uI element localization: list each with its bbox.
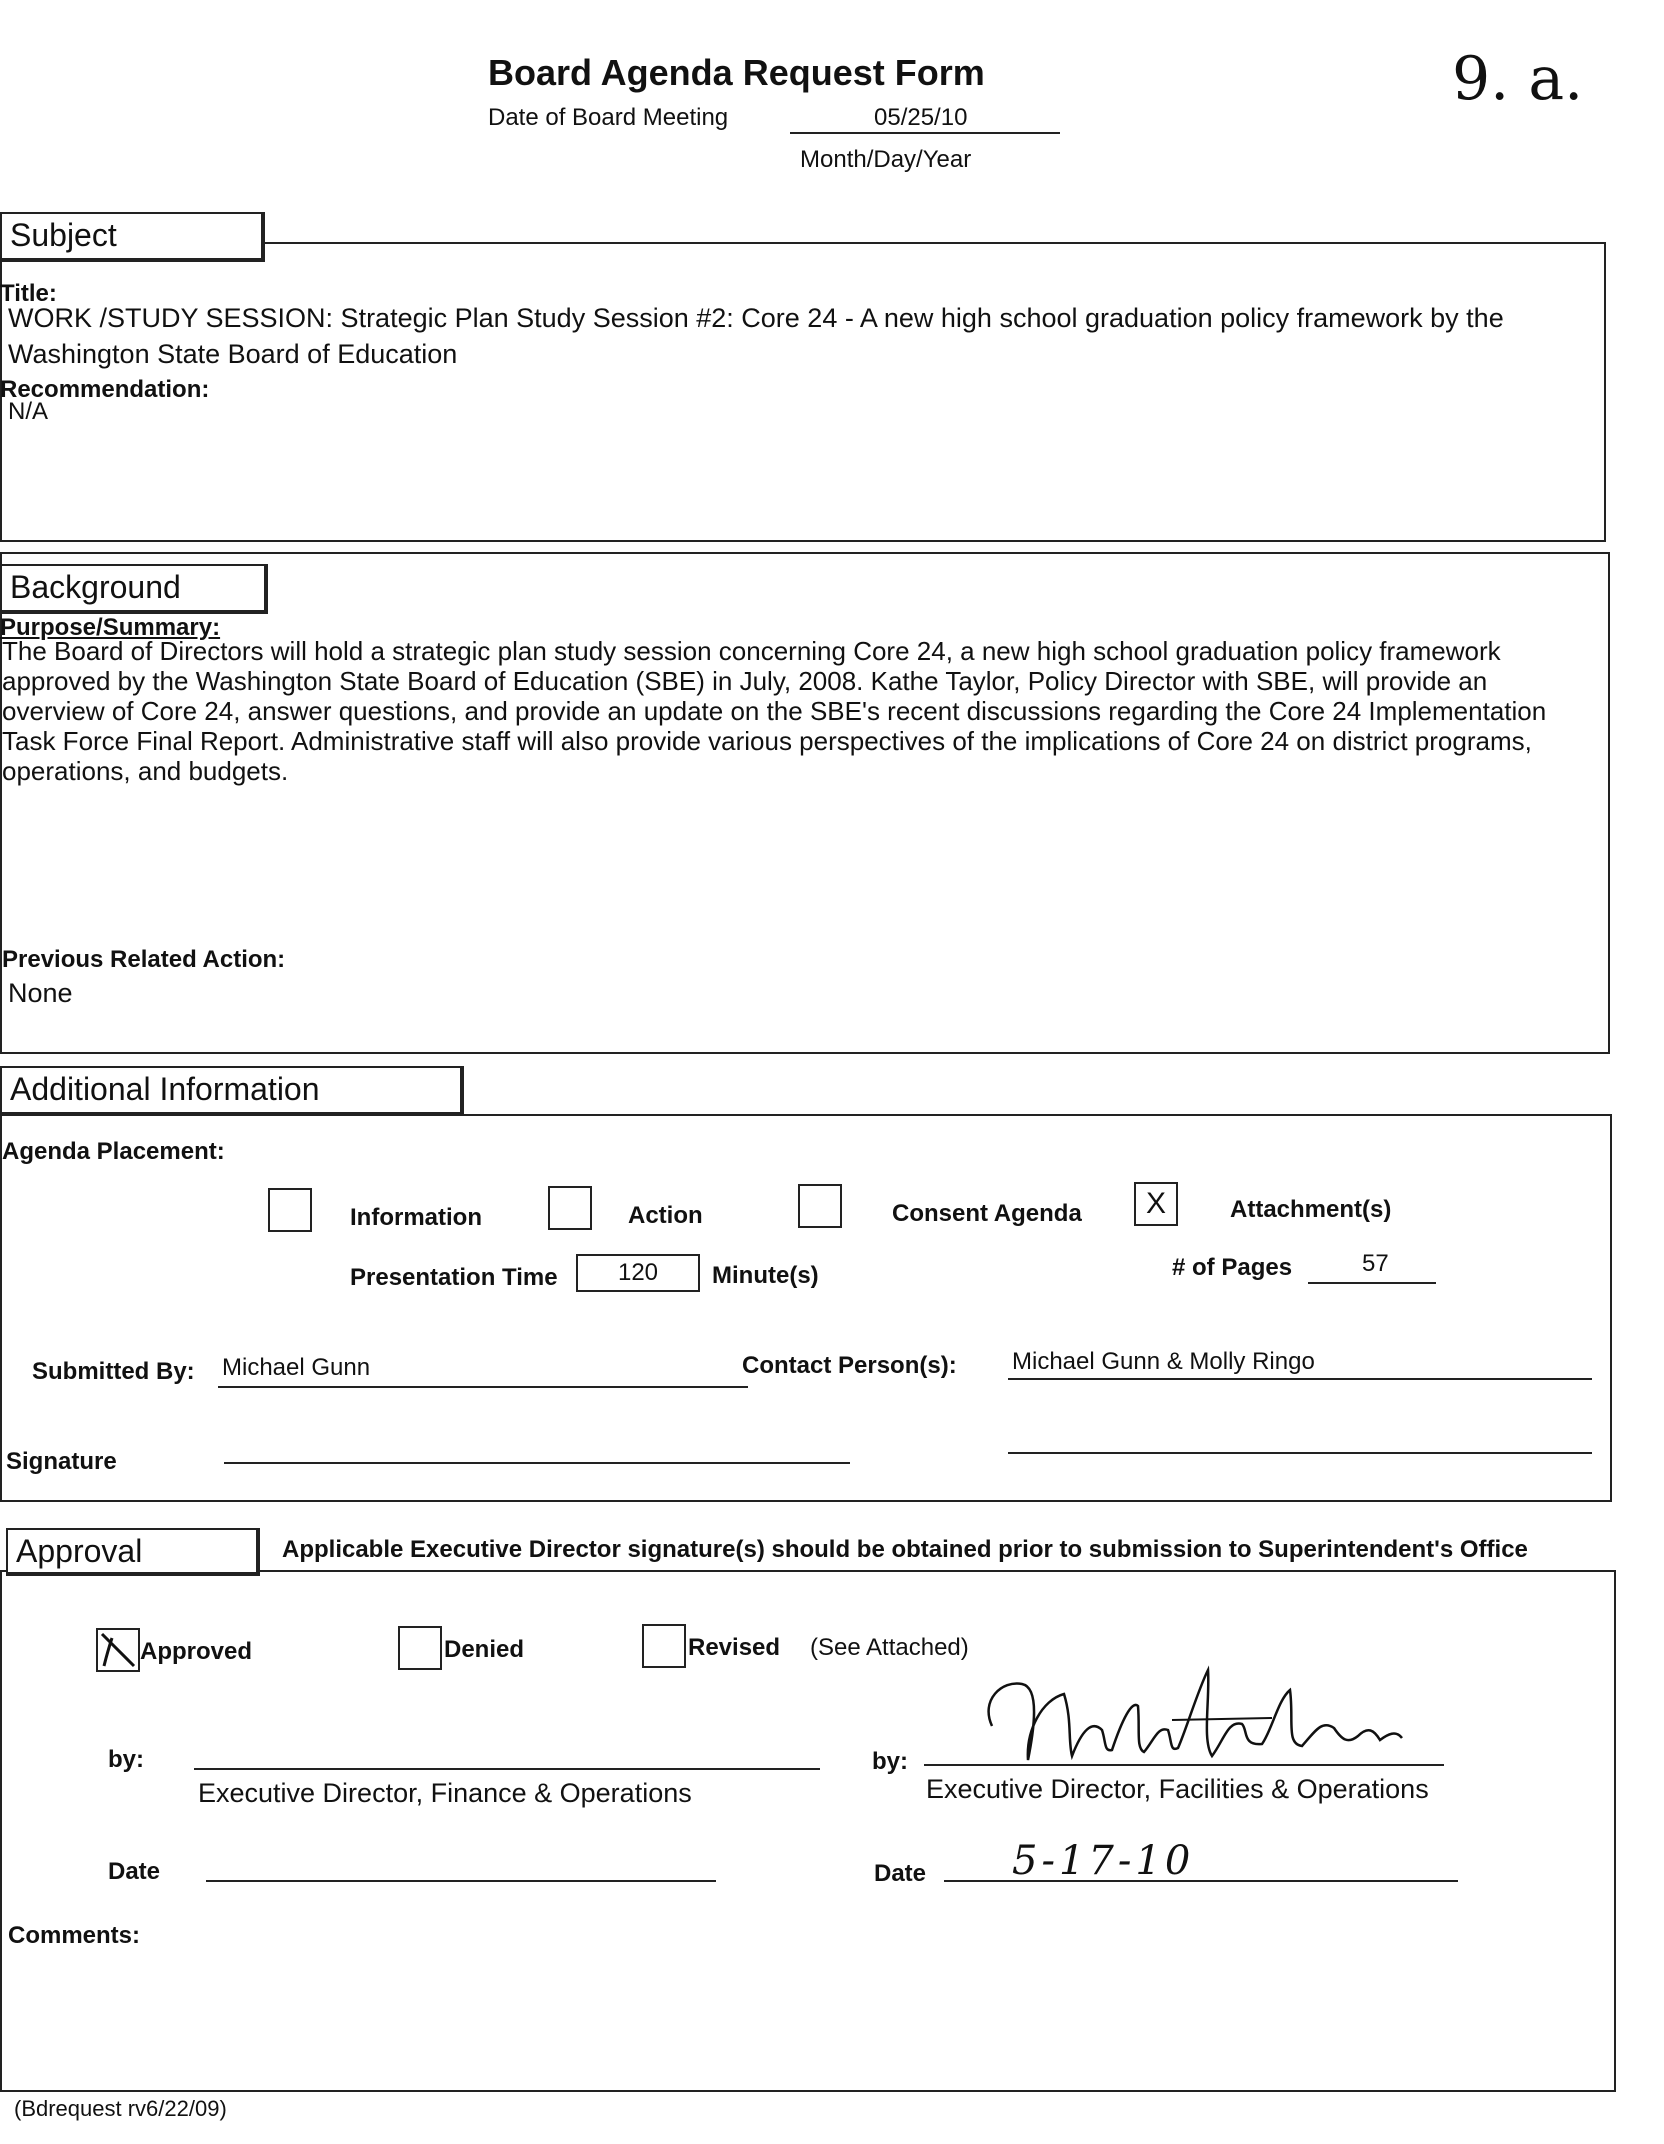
information-checkbox[interactable] [268, 1188, 312, 1232]
revised-label: Revised [688, 1634, 781, 1661]
right-by-label: by: [872, 1748, 908, 1775]
executive-director-signature [972, 1660, 1472, 1770]
attachments-checkbox[interactable]: X [1134, 1182, 1178, 1226]
form-title: Board Agenda Request Form [488, 52, 985, 93]
page-count-value: 57 [1362, 1250, 1389, 1277]
denied-label: Denied [444, 1636, 525, 1663]
presentation-time-value: 120 [617, 1259, 659, 1286]
see-attached-note: (See Attached) [810, 1634, 969, 1661]
background-tab: Background [0, 564, 268, 614]
meeting-date-value: 05/25/10 [874, 104, 968, 131]
purpose-label: Purpose/Summary: [0, 614, 221, 641]
page-count-underline [1308, 1282, 1436, 1284]
approval-tab: Approval [6, 1528, 260, 1576]
purpose-text: The Board of Directors will hold a strategic plan study session concerning Core 24, a new high school graduation policy framework approved by the Washington State Board of Education (SBE) in July, 2008. Kathe Taylor, Policy Director with SBE, will provide an overview of Core 24, answer questions, and provide an update on the SBE's recent discussions regarding the Core 24 Implementation Task Force Final Report. Administrative staff will also provide various perspectives of the implications of Core 24 on district programs, operations, and budgets. [2, 636, 1547, 786]
comments-label: Comments: [8, 1922, 141, 1949]
background-section [0, 552, 1610, 1054]
title-label: Title: [0, 280, 57, 307]
action-checkbox[interactable] [548, 1186, 592, 1230]
page-count-label: # of Pages [1172, 1254, 1293, 1281]
recommendation-text: N/A [8, 398, 49, 425]
title-text: WORK /STUDY SESSION: Strategic Plan Study Session #2: Core 24 - A new high school graduation policy framework by the Washington State Board of Education [8, 303, 1504, 369]
revised-checkbox[interactable] [642, 1624, 686, 1668]
signature-line-right [1008, 1452, 1592, 1454]
denied-checkbox[interactable] [398, 1626, 442, 1670]
signature-label: Signature [6, 1448, 117, 1475]
presentation-time-field[interactable] [576, 1254, 700, 1292]
contact-person-value: Michael Gunn & Molly Ringo [1012, 1348, 1315, 1375]
left-date-line [206, 1880, 716, 1882]
date-format-hint: Month/Day/Year [800, 146, 972, 173]
item-number: 9. a. [1452, 44, 1584, 114]
additional-info-tab: Additional Information [0, 1066, 464, 1116]
left-by-label: by: [108, 1746, 144, 1773]
right-date-line [944, 1880, 1458, 1882]
subject-tab: Subject [0, 212, 265, 262]
minutes-label: Minute(s) [712, 1262, 819, 1289]
right-date-value: 5-17-10 [1012, 1838, 1195, 1884]
contact-person-label: Contact Person(s): [742, 1352, 957, 1379]
left-signer-title: Executive Director, Finance & Operations [198, 1778, 692, 1808]
contact-person-underline [1008, 1378, 1592, 1380]
information-label: Information [350, 1204, 482, 1231]
right-signer-title: Executive Director, Facilities & Operations [926, 1774, 1429, 1804]
attachments-label: Attachment(s) [1230, 1196, 1392, 1223]
subject-section [0, 242, 1606, 542]
agenda-placement-label: Agenda Placement: [2, 1138, 225, 1165]
submitted-by-underline [218, 1386, 748, 1388]
submitted-by-label: Submitted By: [32, 1358, 195, 1385]
left-by-line [194, 1768, 820, 1770]
approved-label: Approved [140, 1638, 253, 1665]
signature-line-left [224, 1462, 850, 1464]
approval-note: Applicable Executive Director signature(s) should be obtained prior to submission to Superintendent's Office [282, 1536, 1528, 1563]
presentation-time-label: Presentation Time [350, 1264, 558, 1291]
approved-checkbox[interactable] [96, 1628, 140, 1672]
form-revision-code: (Bdrequest rv6/22/09) [14, 2096, 227, 2121]
previous-action-label: Previous Related Action: [2, 946, 286, 973]
previous-action-text: None [8, 978, 73, 1008]
submitted-by-value: Michael Gunn [222, 1354, 371, 1381]
meeting-date-label: Date of Board Meeting [488, 104, 729, 131]
recommendation-label: Recommendation: [0, 376, 210, 403]
additional-info-section [0, 1114, 1612, 1502]
meeting-date-underline [790, 132, 1060, 134]
action-label: Action [628, 1202, 703, 1229]
consent-agenda-checkbox[interactable] [798, 1184, 842, 1228]
approved-check-mark [98, 1630, 138, 1670]
consent-agenda-label: Consent Agenda [892, 1200, 1082, 1227]
right-date-label: Date [874, 1860, 927, 1887]
left-date-label: Date [108, 1858, 161, 1885]
